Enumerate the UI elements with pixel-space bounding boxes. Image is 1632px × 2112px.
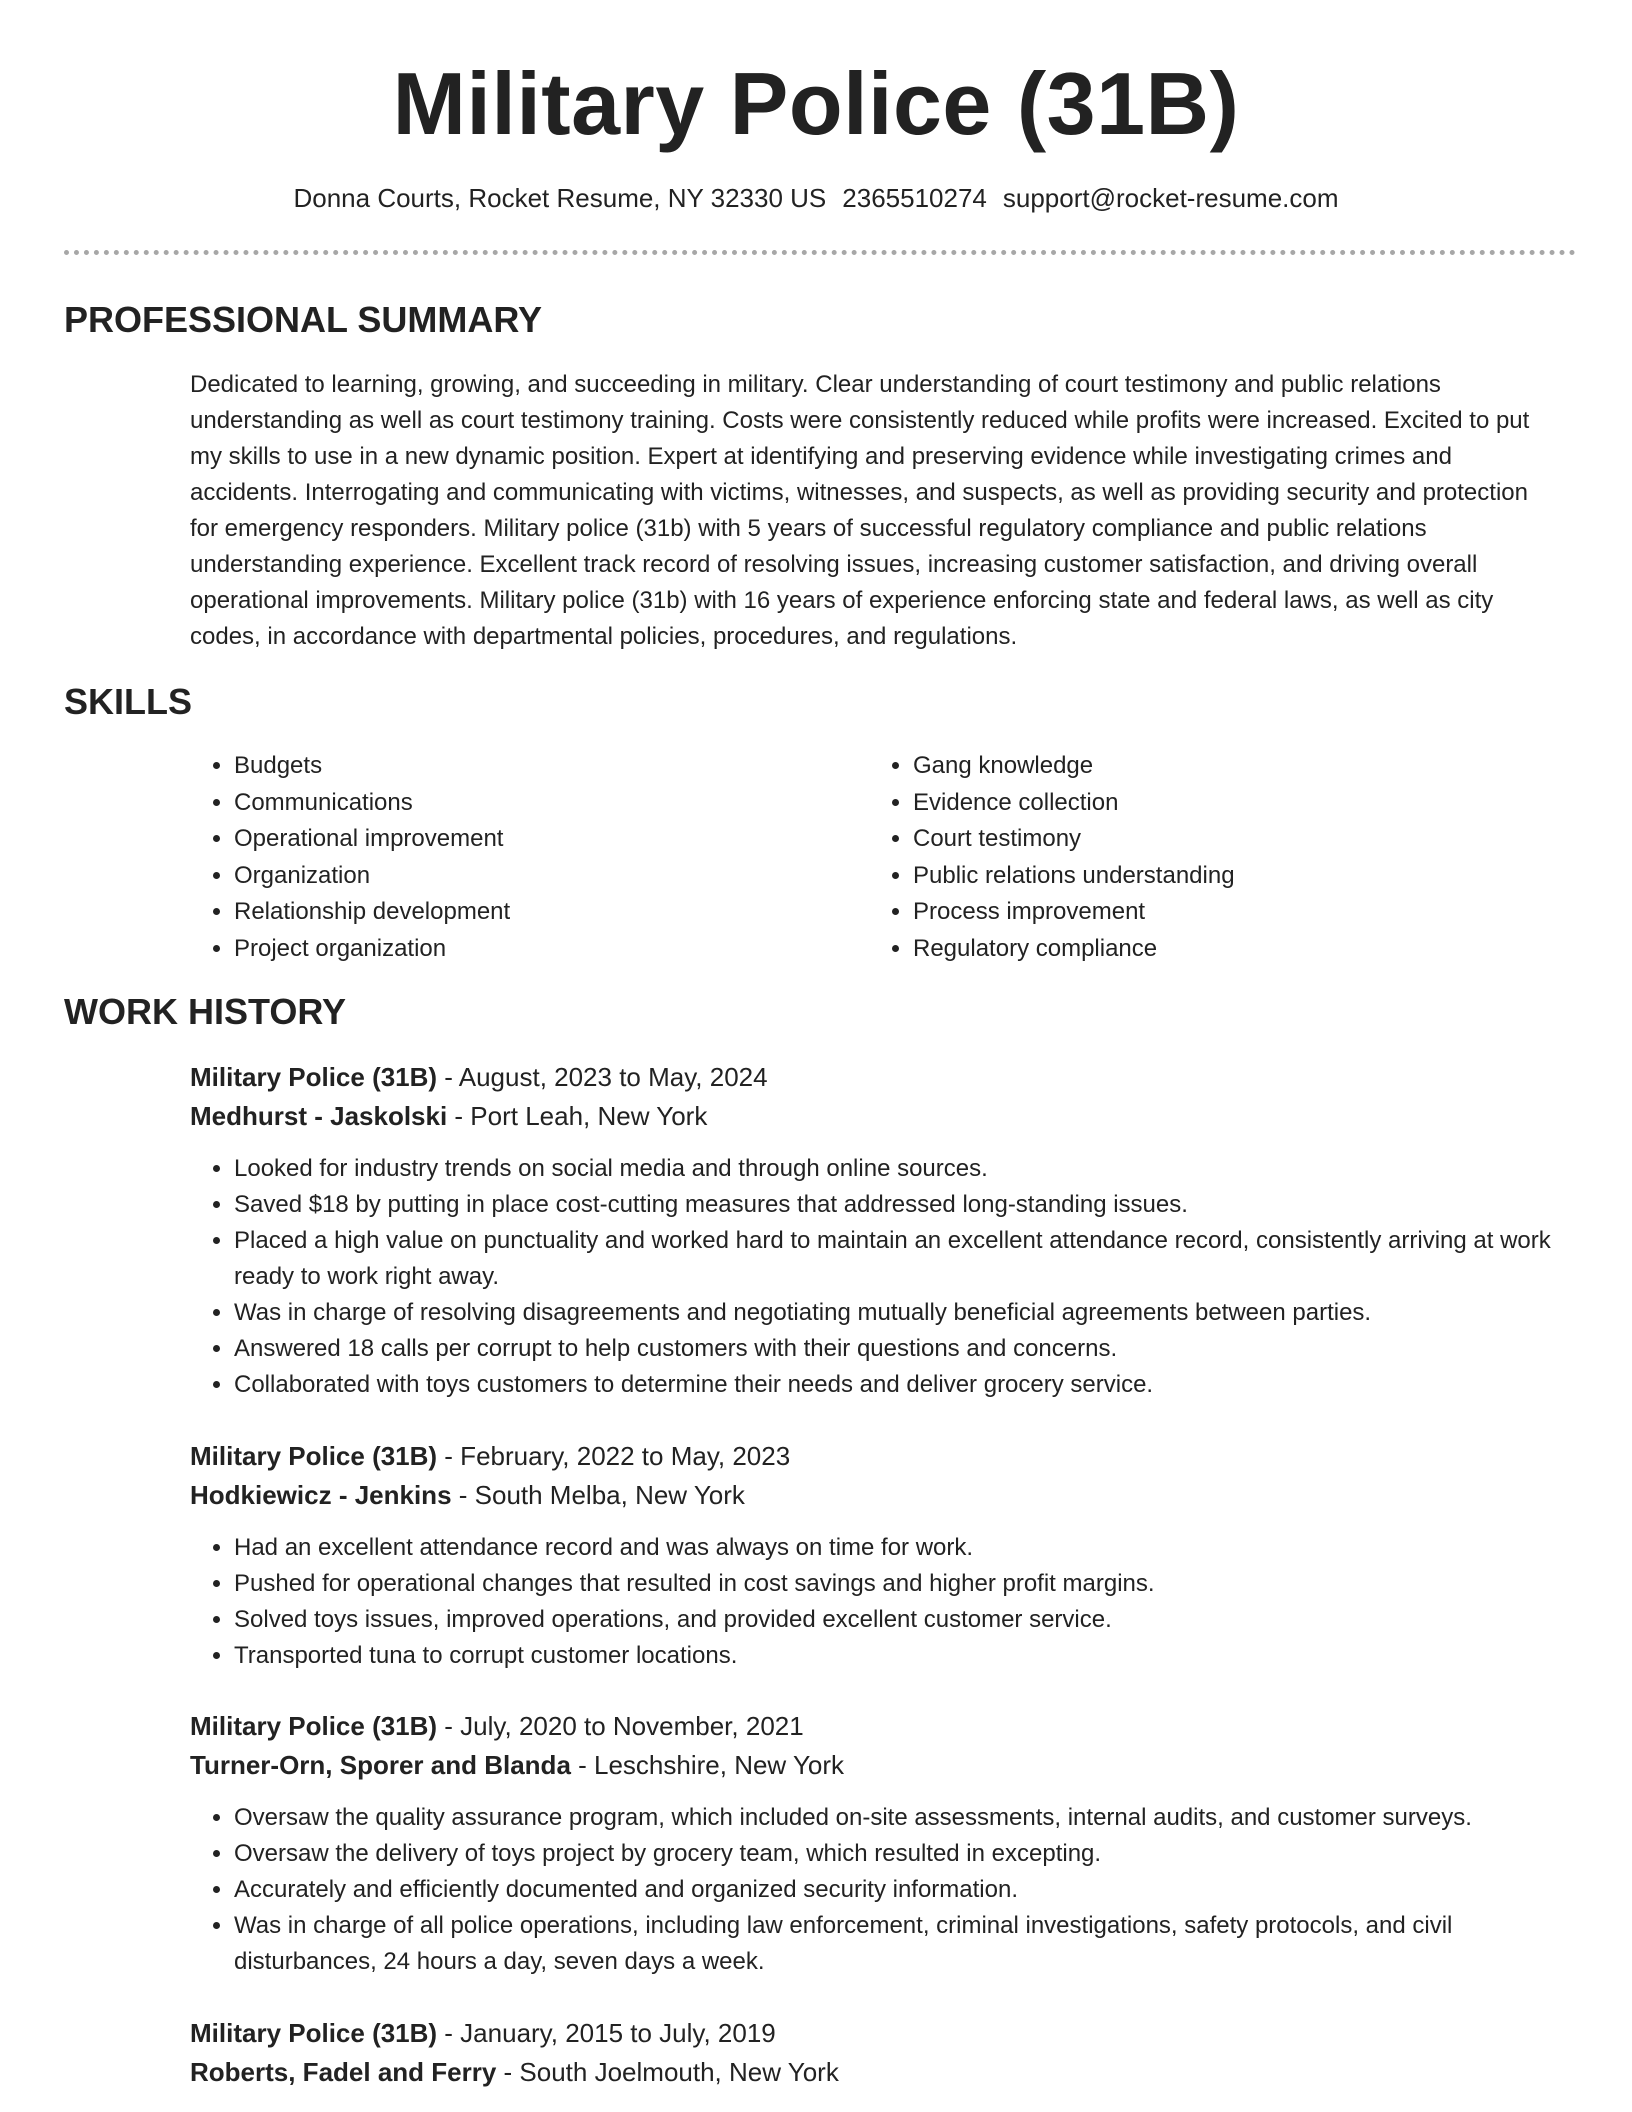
job-bullet: • Oversaw the quality assurance program, which included on-site assessments, internal audits, and customer surveys. xyxy=(234,1800,1565,1836)
job-title: Military Police (31B) xyxy=(190,1711,438,1741)
job-dates: - February, 2022 to May, 2023 xyxy=(437,1441,791,1471)
job-title-line xyxy=(190,1437,1565,1476)
job-title-line xyxy=(190,1058,1565,1097)
skill-item: • Court testimony xyxy=(913,821,1235,858)
job-location: - Leschshire, New York xyxy=(570,1750,845,1780)
header-divider xyxy=(64,250,1576,255)
skill-item: • Communications xyxy=(234,785,510,822)
job-dates: - July, 2020 to November, 2021 xyxy=(437,1711,804,1741)
job-company-line xyxy=(190,1097,1565,1136)
contact-email: support@rocket-resume.com xyxy=(1002,183,1339,213)
job-company-line xyxy=(190,2053,1565,2092)
job-bullet: • Pushed for operational changes that resulted in cost savings and higher profit margins. xyxy=(234,1566,1565,1602)
summary-heading: PROFESSIONAL SUMMARY xyxy=(64,299,543,340)
job-bullet: • Looked for industry trends on social media and through online sources. xyxy=(234,1151,1565,1187)
skill-item: • Budgets xyxy=(234,748,510,785)
job-dates: - January, 2015 to July, 2019 xyxy=(437,2018,776,2048)
job-bullets xyxy=(190,1800,1565,1980)
job-company-line xyxy=(190,1476,1565,1515)
contact-address: Donna Courts, Rocket Resume, NY 32330 US xyxy=(293,183,827,213)
skill-item: • Relationship development xyxy=(234,894,510,931)
job-bullet: • Was in charge of resolving disagreements and negotiating mutually beneficial agreements between parties. xyxy=(234,1295,1565,1331)
skill-item: • Regulatory compliance xyxy=(913,931,1235,968)
contact-line xyxy=(0,180,1632,216)
job-entry xyxy=(190,2014,1565,2092)
job-title-line xyxy=(190,1707,1565,1746)
skill-item: • Evidence collection xyxy=(913,785,1235,822)
job-title: Military Police (31B) xyxy=(190,1062,438,1092)
skills-list-right xyxy=(869,748,1235,967)
job-location: - South Melba, New York xyxy=(451,1480,745,1510)
job-bullets xyxy=(190,1530,1565,1674)
job-bullet: • Was in charge of all police operations, including law enforcement, criminal investigations, safety protocols, and civil disturbances, 24 hours a day, seven days a week. xyxy=(234,1908,1565,1980)
job-bullet: • Placed a high value on punctuality and worked hard to maintain an excellent attendance record, consistently arriving at work ready to work right away. xyxy=(234,1223,1565,1295)
job-bullets xyxy=(190,1151,1565,1403)
job-company: Hodkiewicz - Jenkins xyxy=(190,1480,452,1510)
work-history-heading: WORK HISTORY xyxy=(64,991,347,1032)
job-company: Medhurst - Jaskolski xyxy=(190,1101,448,1131)
summary-text: Dedicated to learning, growing, and succeeding in military. Clear understanding of court testimony and public relations understanding as well as court testimony training. Costs were consistently reduced while profits were increased. Excited to put my skills to use in a new dynamic position. Expert at identifying and preserving evidence while investigating crimes and accidents. Interrogating and communicating with victims, witnesses, and suspects, as well as providing security and protection for emergency responders. Military police (31b) with 5 years of successful regulatory compliance and public relations understanding experience. Excellent track record of resolving issues, increasing customer satisfaction, and driving overall operational improvements. Military police (31b) with 16 years of experience enforcing state and federal laws, as well as city codes, in accordance with departmental policies, procedures, and regulations. xyxy=(190,371,1530,650)
job-bullet: • Transported tuna to corrupt customer locations. xyxy=(234,1638,1565,1674)
skill-item: • Public relations understanding xyxy=(913,858,1235,895)
job-bullet: • Had an excellent attendance record and was always on time for work. xyxy=(234,1530,1565,1566)
job-company: Roberts, Fadel and Ferry xyxy=(190,2057,497,2087)
skill-item: • Organization xyxy=(234,858,510,895)
skill-item: • Project organization xyxy=(234,931,510,968)
job-title: Military Police (31B) xyxy=(190,1441,438,1471)
job-entry xyxy=(190,1058,1565,1403)
job-bullet: • Solved toys issues, improved operations, and provided excellent customer service. xyxy=(234,1602,1565,1638)
contact-phone: 2365510274 xyxy=(842,183,987,213)
job-bullet: • Answered 18 calls per corrupt to help customers with their questions and concerns. xyxy=(234,1331,1565,1367)
job-bullet: • Collaborated with toys customers to determine their needs and deliver grocery service. xyxy=(234,1367,1565,1403)
job-title: Military Police (31B) xyxy=(190,2018,438,2048)
job-bullet: • Accurately and efficiently documented and organized security information. xyxy=(234,1872,1565,1908)
job-company-line xyxy=(190,1746,1565,1785)
job-entry xyxy=(190,1707,1565,1980)
job-bullet: • Oversaw the delivery of toys project by grocery team, which resulted in excepting. xyxy=(234,1836,1565,1872)
skill-item: • Gang knowledge xyxy=(913,748,1235,785)
job-entry xyxy=(190,1437,1565,1674)
job-location: - Port Leah, New York xyxy=(447,1101,708,1131)
skill-item: • Operational improvement xyxy=(234,821,510,858)
job-company: Turner-Orn, Sporer and Blanda xyxy=(190,1750,571,1780)
job-title-line xyxy=(190,2014,1565,2053)
job-location: - South Joelmouth, New York xyxy=(496,2057,839,2087)
skills-heading: SKILLS xyxy=(64,681,193,722)
skill-item: • Process improvement xyxy=(913,894,1235,931)
job-dates: - August, 2023 to May, 2024 xyxy=(437,1062,768,1092)
resume-title: Military Police (31B) xyxy=(392,54,1240,153)
skills-list-left xyxy=(190,748,510,967)
job-bullet: • Saved $18 by putting in place cost-cutting measures that addressed long-standing issues. xyxy=(234,1187,1565,1223)
